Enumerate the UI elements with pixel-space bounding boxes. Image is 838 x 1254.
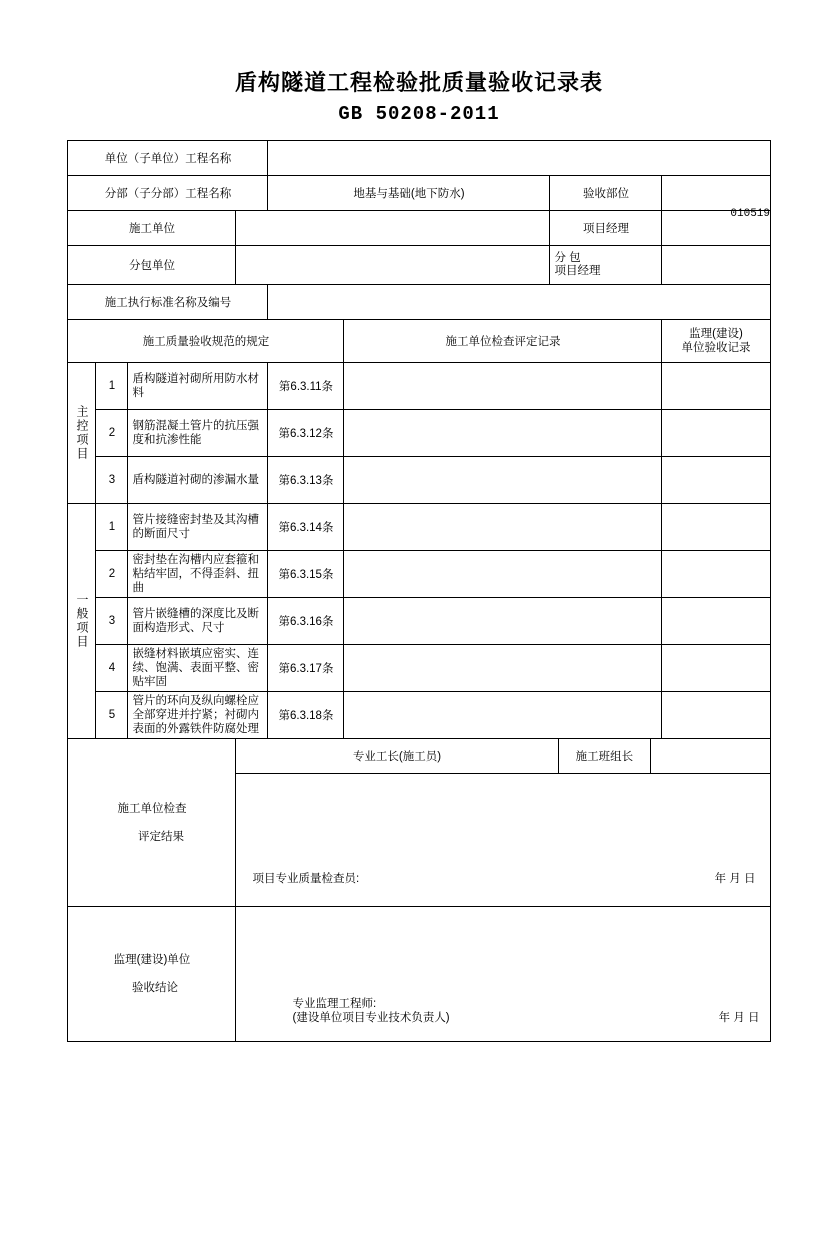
row-construction-unit [68,211,770,246]
supervision-date: 年 月 日 [718,1012,760,1024]
item-self-check[interactable] [344,504,662,551]
sub-project-manager-value[interactable] [662,246,770,285]
item-self-check[interactable] [344,598,662,645]
row-execution-standard [68,285,770,320]
supervision-conclusion-label [68,907,236,1042]
supervision-conclusion-label-line2: 验收结论 [131,982,178,994]
item-clause: 第6.3.18条 [268,692,344,739]
row-subcontractor [68,246,770,285]
item-supervision[interactable] [662,504,770,551]
page-title: 盾构隧道工程检验批质量验收记录表 [234,70,603,95]
item-text: 钢筋混凝土管片的抗压强度和抗渗性能 [128,410,268,457]
table-row [68,457,770,504]
row-quality-inspector [236,774,769,907]
item-clause: 第6.3.15条 [268,551,344,598]
item-no: 3 [96,457,128,504]
item-self-check[interactable] [344,457,662,504]
item-text: 盾构隧道衬砌所用防水材料 [128,363,268,410]
self-check-header: 施工单位检查评定记录 [344,320,662,363]
supervision-engineer-label-line2: (建设单位项目专业技术负责人) [292,1012,450,1024]
item-text: 管片嵌缝槽的深度比及断面构造形式、尺寸 [128,598,268,645]
item-self-check[interactable] [344,410,662,457]
section-name-main-control [68,363,96,504]
team-leader-label: 施工班组长 [558,739,651,774]
acceptance-part-value[interactable] [662,176,770,211]
sub-project-manager-label [550,246,662,285]
quality-inspector-label: 项目专业质量检查员: [252,873,360,885]
item-text: 密封垫在沟槽内应套箍和粘结牢固，不得歪斜、扭曲 [128,551,268,598]
sub-project-label: 分部（子分部）工程名称 [68,176,268,211]
form-code: 010519 [730,208,770,220]
subcontractor-value[interactable] [236,246,550,285]
item-clause: 第6.3.11条 [268,363,344,410]
item-clause: 第6.3.16条 [268,598,344,645]
self-evaluation-label-line1: 施工单位检查 [117,802,187,815]
section-name-general-text: 一般项目 [74,593,89,649]
item-supervision[interactable] [662,410,770,457]
item-supervision[interactable] [662,645,770,692]
item-supervision[interactable] [662,363,770,410]
row-supervision-conclusion [68,907,770,1042]
item-supervision[interactable] [662,692,770,739]
row-self-evaluation [68,739,770,907]
item-no: 1 [96,504,128,551]
team-leader-value[interactable] [651,739,770,774]
item-text: 管片接缝密封垫及其沟槽的断面尺寸 [128,504,268,551]
item-clause: 第6.3.17条 [268,645,344,692]
acceptance-part-label: 验收部位 [550,176,662,211]
self-evaluation-label [68,739,236,907]
unit-project-value[interactable] [268,141,770,176]
section-name-general [68,504,96,739]
item-supervision[interactable] [662,551,770,598]
unit-project-label: 单位（子单位）工程名称 [68,141,268,176]
table-row [68,645,770,692]
construction-unit-label: 施工单位 [68,211,236,246]
item-no: 3 [96,598,128,645]
self-evaluation-inner-table [236,739,769,906]
sub-project-manager-label-line2: 项目经理 [554,265,601,277]
subcontractor-label: 分包单位 [68,246,236,285]
foreman-label: 专业工长(施工员) [236,739,558,774]
item-text: 嵌缝材料嵌填应密实、连续、饱满、表面平整、密贴牢固 [128,645,268,692]
sub-project-manager-label-line1: 分 包 [554,252,581,264]
title-block [0,68,838,127]
supervision-header [662,320,770,363]
self-evaluation-label-line2: 评定结果 [137,830,184,843]
supervision-engineer-label-line1: 专业监理工程师: [292,998,377,1010]
item-self-check[interactable] [344,551,662,598]
item-clause: 第6.3.13条 [268,457,344,504]
item-supervision[interactable] [662,598,770,645]
item-supervision[interactable] [662,457,770,504]
row-foreman [236,739,769,774]
supervision-engineer-signature [292,997,449,1025]
table-row [68,410,770,457]
item-no: 2 [96,551,128,598]
sub-project-value[interactable]: 地基与基础(地下防水) [268,176,550,211]
row-column-headers [68,320,770,363]
quality-inspector-block [236,774,769,907]
construction-unit-value[interactable] [236,211,550,246]
item-text: 管片的环向及纵向螺栓应全部穿进并拧紧；衬砌内表面的外露铁件防腐处理 [128,692,268,739]
supervision-header-line1: 监理(建设) [689,328,743,340]
item-no: 5 [96,692,128,739]
item-clause: 第6.3.14条 [268,504,344,551]
supervision-conclusion-block[interactable] [236,907,770,1042]
project-manager-label: 项目经理 [550,211,662,246]
supervision-header-line2: 单位验收记录 [681,342,751,354]
quality-inspector-date: 年 月 日 [714,873,756,885]
acceptance-form-table [67,140,770,1042]
item-no: 1 [96,363,128,410]
item-no: 2 [96,410,128,457]
item-self-check[interactable] [344,692,662,739]
section-name-main-control-text: 主控项目 [74,405,89,461]
item-self-check[interactable] [344,363,662,410]
self-evaluation-block [236,739,770,907]
supervision-conclusion-label-line1: 监理(建设)单位 [113,954,191,966]
item-text: 盾构隧道衬砌的渗漏水量 [128,457,268,504]
table-row [68,363,770,410]
execution-standard-value[interactable] [268,285,770,320]
execution-standard-label: 施工执行标准名称及编号 [68,285,268,320]
table-row [68,551,770,598]
item-self-check[interactable] [344,645,662,692]
item-no: 4 [96,645,128,692]
item-clause: 第6.3.12条 [268,410,344,457]
document-page [0,68,838,1254]
table-row [68,598,770,645]
standard-code: GB 50208-2011 [338,103,500,125]
row-unit-project [68,141,770,176]
row-sub-project [68,176,770,211]
table-row [68,504,770,551]
table-row [68,692,770,739]
spec-header: 施工质量验收规范的规定 [68,320,344,363]
